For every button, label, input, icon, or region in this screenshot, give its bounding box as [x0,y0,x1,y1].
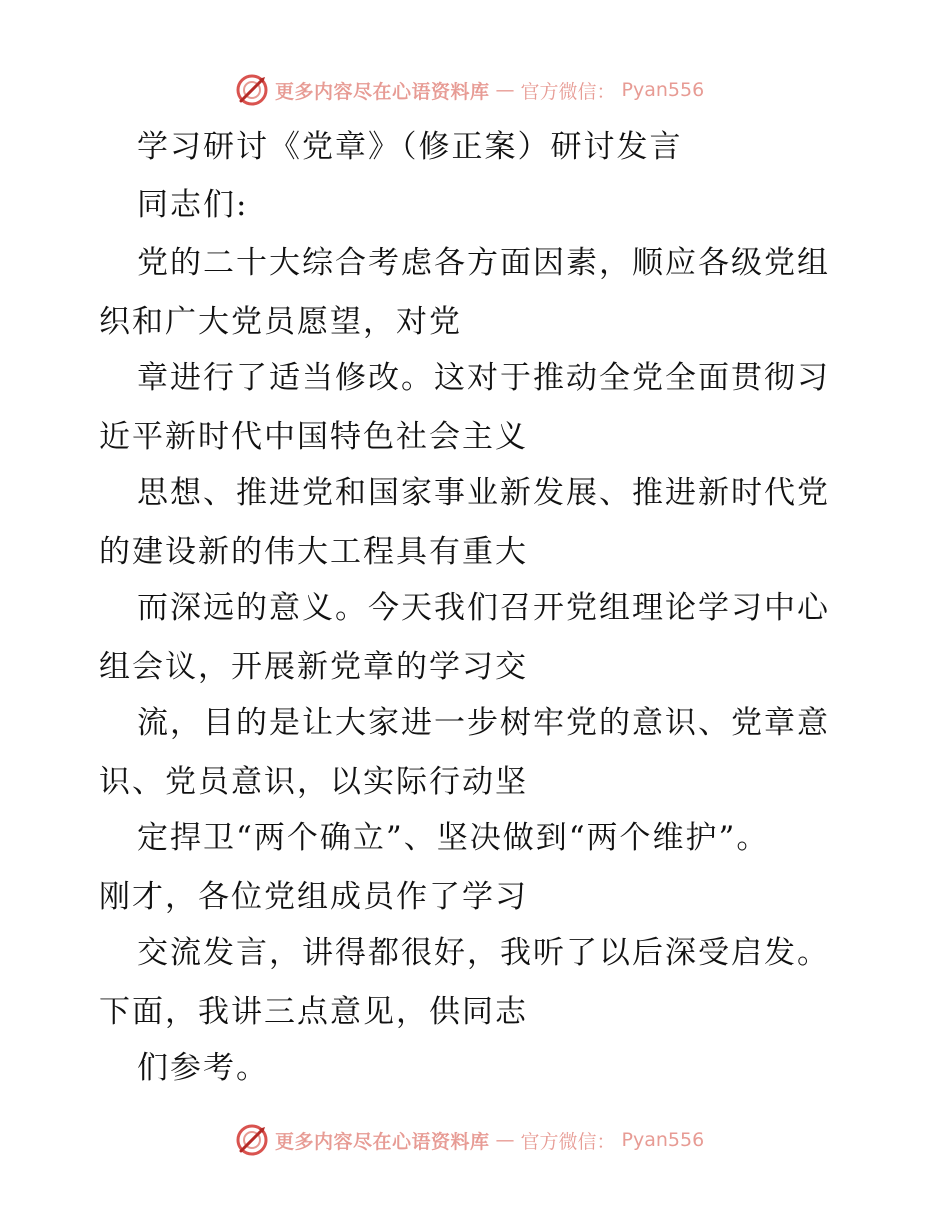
watermark-main-text: 更多内容尽在心语资料库 [275,80,490,103]
paragraph-line: 刚才，各位党组成员作了学习 [99,879,528,915]
paragraph-line: 流，目的是让大家进一步树牢党的意识、党章意 [137,705,830,741]
paragraph-line: 下面，我讲三点意见，供同志 [99,994,528,1030]
watermark-dash: — [495,79,515,101]
paragraph-line: 组会议，开展新党章的学习交 [99,649,528,685]
watermark-wechat-label: 官方微信： [520,1130,616,1153]
document-title: 学习研讨《党章》（修正案）研讨发言 [137,129,683,165]
paragraph-line: 党的二十大综合考虑各方面因素，顺应各级党组 [137,245,830,281]
paragraph-line: 思想、推进党和国家事业新发展、推进新时代党 [137,475,830,511]
paragraph-line: 近平新时代中国特色社会主义 [99,419,528,455]
watermark-main-text: 更多内容尽在心语资料库 [275,1130,490,1153]
paragraph-line: 织和广大党员愿望，对党 [99,304,462,340]
watermark-wechat-id: Pyan556 [621,79,705,101]
greeting: 同志们: [137,187,249,223]
watermark-wechat-label: 官方微信： [520,80,616,103]
paragraph-line: 识、党员意识，以实际行动坚 [99,764,528,800]
paragraph-line: 而深远的意义。今天我们召开党组理论学习中心 [137,590,830,626]
xinyu-logo-icon [235,73,269,107]
watermark-wechat-id: Pyan556 [621,1129,705,1151]
paragraph-line: 章进行了适当修改。这对于推动全党全面贯彻习 [137,360,830,396]
watermark-dash: — [495,1129,515,1151]
xinyu-logo-icon [235,1123,269,1157]
watermark-header [235,72,755,108]
paragraph-line: 的建设新的伟大工程具有重大 [99,534,528,570]
paragraph-line: 们参考。 [137,1050,269,1086]
paragraph-line: 交流发言，讲得都很好，我听了以后深受启发。 [137,935,830,971]
paragraph-line: 定捍卫“两个确立”、坚决做到“两个维护”。 [137,820,770,856]
watermark-footer [235,1122,755,1158]
